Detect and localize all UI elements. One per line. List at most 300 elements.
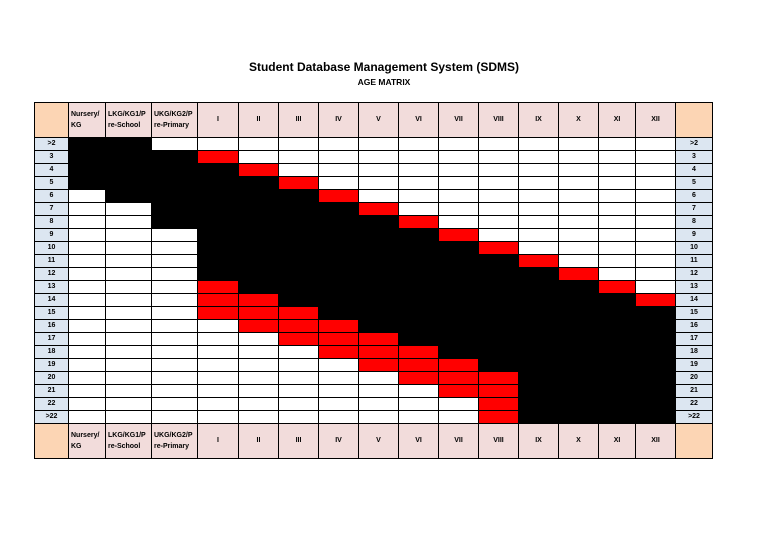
matrix-cell — [239, 281, 279, 294]
matrix-cell — [319, 359, 359, 372]
matrix-cell — [279, 385, 319, 398]
matrix-cell — [399, 307, 439, 320]
matrix-cell — [69, 398, 106, 411]
matrix-cell — [152, 242, 198, 255]
matrix-cell — [599, 242, 636, 255]
matrix-cell — [198, 294, 239, 307]
matrix-cell — [599, 151, 636, 164]
matrix-cell — [559, 385, 599, 398]
matrix-cell — [599, 203, 636, 216]
matrix-cell — [198, 372, 239, 385]
matrix-cell — [239, 190, 279, 203]
matrix-cell — [279, 216, 319, 229]
matrix-cell — [319, 372, 359, 385]
table-row — [35, 216, 713, 229]
matrix-cell — [359, 307, 399, 320]
matrix-cell — [519, 216, 559, 229]
table-row — [35, 333, 713, 346]
matrix-cell — [636, 216, 676, 229]
matrix-cell — [319, 333, 359, 346]
matrix-cell — [279, 359, 319, 372]
matrix-cell — [69, 346, 106, 359]
age-label: 6 — [676, 190, 713, 203]
matrix-cell — [479, 294, 519, 307]
matrix-cell — [319, 294, 359, 307]
matrix-cell — [319, 190, 359, 203]
matrix-cell — [152, 346, 198, 359]
class-header: IX — [519, 424, 559, 459]
matrix-cell — [559, 242, 599, 255]
age-label: 12 — [676, 268, 713, 281]
matrix-cell — [106, 268, 152, 281]
matrix-cell — [559, 151, 599, 164]
matrix-cell — [559, 307, 599, 320]
matrix-cell — [636, 190, 676, 203]
matrix-cell — [319, 216, 359, 229]
matrix-cell — [636, 294, 676, 307]
matrix-cell — [359, 255, 399, 268]
matrix-cell — [399, 255, 439, 268]
matrix-cell — [479, 359, 519, 372]
table-row — [35, 151, 713, 164]
age-label: 18 — [676, 346, 713, 359]
matrix-cell — [636, 320, 676, 333]
class-header: V — [359, 424, 399, 459]
matrix-cell — [439, 190, 479, 203]
matrix-cell — [239, 398, 279, 411]
matrix-cell — [479, 385, 519, 398]
age-label: 3 — [676, 151, 713, 164]
matrix-cell — [479, 255, 519, 268]
matrix-cell — [106, 411, 152, 424]
matrix-cell — [559, 255, 599, 268]
matrix-cell — [519, 229, 559, 242]
matrix-cell — [399, 229, 439, 242]
age-label: 8 — [676, 216, 713, 229]
matrix-cell — [559, 138, 599, 151]
table-row — [35, 138, 713, 151]
matrix-cell — [519, 268, 559, 281]
matrix-cell — [439, 307, 479, 320]
age-label: 22 — [35, 398, 69, 411]
matrix-cell — [279, 281, 319, 294]
matrix-cell — [69, 281, 106, 294]
age-label: 17 — [676, 333, 713, 346]
matrix-cell — [399, 294, 439, 307]
matrix-cell — [279, 164, 319, 177]
matrix-cell — [69, 333, 106, 346]
matrix-cell — [239, 320, 279, 333]
matrix-cell — [599, 346, 636, 359]
matrix-cell — [239, 164, 279, 177]
matrix-cell — [69, 255, 106, 268]
matrix-cell — [559, 320, 599, 333]
age-label: 5 — [35, 177, 69, 190]
class-header: IV — [319, 424, 359, 459]
matrix-cell — [359, 268, 399, 281]
age-label: 16 — [35, 320, 69, 333]
matrix-cell — [319, 398, 359, 411]
age-label: >22 — [676, 411, 713, 424]
matrix-cell — [198, 177, 239, 190]
matrix-cell — [399, 281, 439, 294]
matrix-cell — [106, 255, 152, 268]
matrix-cell — [359, 372, 399, 385]
table-row — [35, 385, 713, 398]
matrix-cell — [599, 177, 636, 190]
age-label: 9 — [35, 229, 69, 242]
matrix-cell — [239, 138, 279, 151]
matrix-cell — [599, 138, 636, 151]
table-row — [35, 372, 713, 385]
matrix-cell — [69, 268, 106, 281]
matrix-cell — [559, 372, 599, 385]
matrix-cell — [636, 307, 676, 320]
age-label: 15 — [676, 307, 713, 320]
matrix-cell — [399, 320, 439, 333]
matrix-cell — [279, 229, 319, 242]
matrix-cell — [239, 294, 279, 307]
matrix-cell — [106, 333, 152, 346]
matrix-cell — [239, 359, 279, 372]
matrix-cell — [359, 281, 399, 294]
matrix-cell — [198, 411, 239, 424]
class-header: UKG/KG2/P re-Primary — [152, 424, 198, 459]
class-header: IV — [319, 103, 359, 138]
matrix-cell — [106, 307, 152, 320]
age-label: 5 — [676, 177, 713, 190]
matrix-cell — [439, 268, 479, 281]
table-row — [35, 320, 713, 333]
matrix-cell — [559, 346, 599, 359]
matrix-cell — [239, 346, 279, 359]
matrix-cell — [479, 242, 519, 255]
matrix-cell — [152, 320, 198, 333]
corner-cell — [676, 103, 713, 138]
matrix-cell — [439, 372, 479, 385]
matrix-cell — [439, 359, 479, 372]
matrix-cell — [559, 164, 599, 177]
matrix-cell — [359, 190, 399, 203]
matrix-cell — [69, 203, 106, 216]
matrix-cell — [399, 385, 439, 398]
matrix-cell — [599, 385, 636, 398]
matrix-cell — [479, 333, 519, 346]
matrix-cell — [239, 385, 279, 398]
matrix-cell — [319, 320, 359, 333]
matrix-cell — [599, 268, 636, 281]
matrix-cell — [479, 177, 519, 190]
age-label: 3 — [35, 151, 69, 164]
age-label: 22 — [676, 398, 713, 411]
matrix-cell — [198, 229, 239, 242]
matrix-cell — [399, 190, 439, 203]
matrix-cell — [69, 138, 106, 151]
matrix-cell — [198, 398, 239, 411]
corner-cell — [676, 424, 713, 459]
age-label: >2 — [676, 138, 713, 151]
age-label: 12 — [35, 268, 69, 281]
matrix-cell — [279, 346, 319, 359]
matrix-cell — [519, 281, 559, 294]
matrix-cell — [152, 203, 198, 216]
matrix-cell — [399, 242, 439, 255]
matrix-cell — [519, 307, 559, 320]
matrix-cell — [319, 411, 359, 424]
matrix-cell — [636, 372, 676, 385]
matrix-cell — [636, 398, 676, 411]
matrix-cell — [106, 281, 152, 294]
matrix-cell — [359, 359, 399, 372]
matrix-cell — [479, 190, 519, 203]
matrix-cell — [479, 372, 519, 385]
matrix-cell — [599, 333, 636, 346]
matrix-cell — [439, 281, 479, 294]
matrix-cell — [519, 255, 559, 268]
matrix-cell — [359, 177, 399, 190]
age-label: 13 — [676, 281, 713, 294]
matrix-cell — [69, 216, 106, 229]
matrix-cell — [519, 385, 559, 398]
matrix-cell — [279, 294, 319, 307]
matrix-cell — [519, 203, 559, 216]
matrix-cell — [636, 164, 676, 177]
class-header: VI — [399, 103, 439, 138]
table-row — [35, 281, 713, 294]
matrix-cell — [198, 190, 239, 203]
matrix-cell — [359, 164, 399, 177]
table-row — [35, 268, 713, 281]
age-label: 19 — [35, 359, 69, 372]
matrix-cell — [319, 255, 359, 268]
page-title: Student Database Management System (SDMS) — [248, 60, 520, 74]
matrix-cell — [636, 281, 676, 294]
matrix-cell — [359, 242, 399, 255]
class-header: UKG/KG2/P re-Primary — [152, 103, 198, 138]
matrix-cell — [279, 242, 319, 255]
age-label: 20 — [676, 372, 713, 385]
table-row — [35, 359, 713, 372]
class-header: XI — [599, 424, 636, 459]
matrix-cell — [559, 411, 599, 424]
matrix-cell — [279, 268, 319, 281]
age-label: 20 — [35, 372, 69, 385]
matrix-cell — [279, 307, 319, 320]
matrix-cell — [359, 151, 399, 164]
matrix-cell — [198, 216, 239, 229]
matrix-cell — [636, 359, 676, 372]
matrix-cell — [152, 359, 198, 372]
matrix-cell — [559, 216, 599, 229]
matrix-cell — [439, 385, 479, 398]
matrix-cell — [198, 242, 239, 255]
class-header: X — [559, 103, 599, 138]
matrix-cell — [239, 411, 279, 424]
matrix-cell — [399, 398, 439, 411]
matrix-cell — [106, 398, 152, 411]
matrix-cell — [599, 398, 636, 411]
matrix-cell — [559, 203, 599, 216]
matrix-cell — [69, 385, 106, 398]
matrix-cell — [439, 151, 479, 164]
matrix-cell — [636, 203, 676, 216]
matrix-cell — [106, 229, 152, 242]
matrix-cell — [198, 359, 239, 372]
matrix-cell — [198, 151, 239, 164]
matrix-cell — [359, 203, 399, 216]
page-subtitle: AGE MATRIX — [357, 77, 411, 87]
matrix-cell — [279, 320, 319, 333]
age-label: 7 — [676, 203, 713, 216]
matrix-cell — [399, 346, 439, 359]
matrix-cell — [519, 346, 559, 359]
matrix-cell — [279, 138, 319, 151]
matrix-cell — [519, 294, 559, 307]
matrix-cell — [69, 151, 106, 164]
matrix-cell — [519, 138, 559, 151]
age-label: 6 — [35, 190, 69, 203]
matrix-cell — [152, 398, 198, 411]
matrix-cell — [279, 151, 319, 164]
age-label: 17 — [35, 333, 69, 346]
class-header: VIII — [479, 424, 519, 459]
matrix-cell — [69, 359, 106, 372]
matrix-cell — [559, 268, 599, 281]
matrix-cell — [152, 333, 198, 346]
matrix-cell — [359, 411, 399, 424]
matrix-cell — [399, 164, 439, 177]
class-header: VI — [399, 424, 439, 459]
matrix-cell — [106, 177, 152, 190]
class-header: V — [359, 103, 399, 138]
table-row — [35, 307, 713, 320]
matrix-cell — [439, 242, 479, 255]
matrix-cell — [106, 320, 152, 333]
matrix-cell — [239, 307, 279, 320]
matrix-cell — [599, 281, 636, 294]
matrix-cell — [279, 398, 319, 411]
matrix-cell — [198, 333, 239, 346]
matrix-cell — [479, 151, 519, 164]
table-row — [35, 346, 713, 359]
matrix-cell — [359, 333, 399, 346]
matrix-cell — [152, 177, 198, 190]
matrix-cell — [519, 190, 559, 203]
corner-cell — [35, 103, 69, 138]
matrix-cell — [439, 411, 479, 424]
matrix-cell — [152, 190, 198, 203]
age-label: 11 — [35, 255, 69, 268]
matrix-cell — [152, 229, 198, 242]
matrix-cell — [198, 203, 239, 216]
matrix-cell — [479, 268, 519, 281]
matrix-cell — [239, 177, 279, 190]
matrix-cell — [559, 398, 599, 411]
matrix-cell — [198, 385, 239, 398]
matrix-cell — [239, 229, 279, 242]
matrix-cell — [106, 216, 152, 229]
age-label: 16 — [676, 320, 713, 333]
matrix-cell — [479, 164, 519, 177]
matrix-cell — [519, 320, 559, 333]
matrix-cell — [636, 229, 676, 242]
matrix-cell — [519, 372, 559, 385]
age-label: 15 — [35, 307, 69, 320]
matrix-cell — [599, 255, 636, 268]
matrix-cell — [198, 164, 239, 177]
matrix-cell — [479, 216, 519, 229]
matrix-cell — [636, 177, 676, 190]
matrix-cell — [479, 203, 519, 216]
matrix-cell — [279, 411, 319, 424]
class-header: LKG/KG1/P re-School — [106, 103, 152, 138]
matrix-cell — [319, 385, 359, 398]
matrix-cell — [636, 333, 676, 346]
matrix-cell — [106, 372, 152, 385]
matrix-cell — [479, 281, 519, 294]
matrix-cell — [636, 255, 676, 268]
class-header: XII — [636, 103, 676, 138]
age-label: 13 — [35, 281, 69, 294]
matrix-cell — [399, 372, 439, 385]
matrix-cell — [599, 359, 636, 372]
age-label: 8 — [35, 216, 69, 229]
matrix-cell — [319, 346, 359, 359]
matrix-cell — [319, 151, 359, 164]
matrix-cell — [636, 242, 676, 255]
table-row — [35, 242, 713, 255]
matrix-cell — [439, 203, 479, 216]
age-label: 14 — [35, 294, 69, 307]
matrix-cell — [319, 164, 359, 177]
matrix-cell — [439, 138, 479, 151]
matrix-cell — [152, 255, 198, 268]
class-header: IX — [519, 103, 559, 138]
class-header: XI — [599, 103, 636, 138]
table-row — [35, 411, 713, 424]
matrix-cell — [439, 320, 479, 333]
class-header: III — [279, 424, 319, 459]
matrix-cell — [69, 242, 106, 255]
matrix-cell — [279, 333, 319, 346]
matrix-cell — [599, 411, 636, 424]
matrix-cell — [519, 242, 559, 255]
header-row-bottom — [35, 424, 713, 459]
matrix-cell — [359, 216, 399, 229]
matrix-cell — [319, 177, 359, 190]
age-label: >2 — [35, 138, 69, 151]
matrix-cell — [279, 255, 319, 268]
matrix-cell — [399, 203, 439, 216]
matrix-cell — [359, 138, 399, 151]
matrix-cell — [399, 216, 439, 229]
matrix-cell — [106, 164, 152, 177]
matrix-cell — [479, 138, 519, 151]
class-header: XII — [636, 424, 676, 459]
matrix-cell — [599, 229, 636, 242]
corner-cell — [35, 424, 69, 459]
matrix-cell — [152, 294, 198, 307]
matrix-cell — [559, 229, 599, 242]
matrix-cell — [359, 229, 399, 242]
matrix-cell — [359, 346, 399, 359]
matrix-cell — [519, 333, 559, 346]
matrix-cell — [152, 216, 198, 229]
matrix-cell — [319, 307, 359, 320]
matrix-cell — [439, 333, 479, 346]
matrix-cell — [69, 229, 106, 242]
matrix-cell — [106, 242, 152, 255]
